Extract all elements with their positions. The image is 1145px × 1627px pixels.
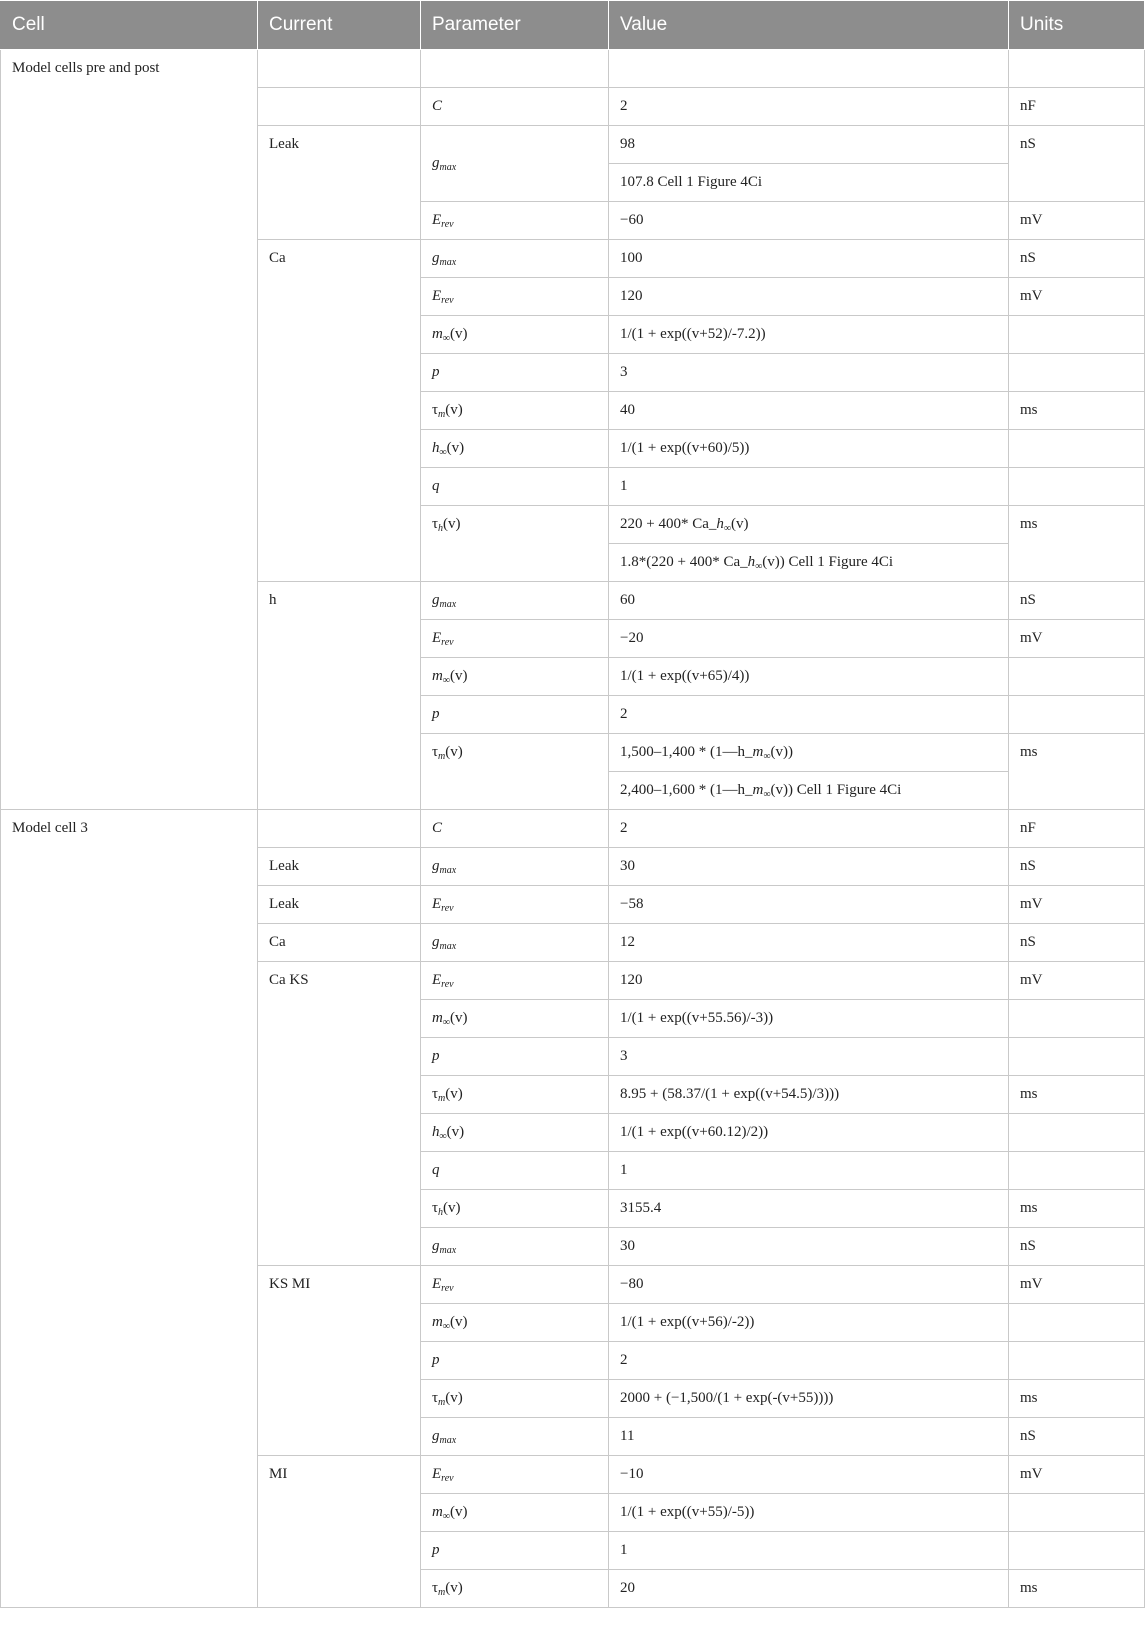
current-cell <box>258 810 421 848</box>
units-cell <box>1009 1114 1145 1152</box>
value-cell: 12 <box>609 924 1009 962</box>
current-ca: Ca <box>258 240 421 582</box>
value-cell: 3 <box>609 354 1009 392</box>
param-q: q <box>421 468 609 506</box>
units-cell <box>1009 316 1145 354</box>
value-cell: 3155.4 <box>609 1190 1009 1228</box>
current-cell <box>258 50 421 88</box>
param-p: p <box>421 1342 609 1380</box>
value-cell: −80 <box>609 1266 1009 1304</box>
value-cell: −58 <box>609 886 1009 924</box>
param-q: q <box>421 1152 609 1190</box>
table-row <box>1 50 1145 88</box>
value-cell: 30 <box>609 1228 1009 1266</box>
param-m-inf: $m_\infty(v)$ <box>421 316 609 354</box>
units-cell: nS <box>1009 1418 1145 1456</box>
value-cell: 1/(1 + exp((v+55)/-5)) <box>609 1494 1009 1532</box>
parameter-cell <box>421 50 609 88</box>
header-parameter: Parameter <box>421 1 609 50</box>
header-row <box>1 1 1145 50</box>
param-p: p <box>421 354 609 392</box>
units-cell: mV <box>1009 278 1145 316</box>
units-cell: ms <box>1009 1190 1145 1228</box>
value-cell: 1/(1 + exp((v+65)/4)) <box>609 658 1009 696</box>
value-cell: 11 <box>609 1418 1009 1456</box>
param-erev: $E_{rev}$ <box>421 278 609 316</box>
value-cell: 1/(1 + exp((v+52)/-7.2)) <box>609 316 1009 354</box>
units-cell: nS <box>1009 126 1145 202</box>
param-erev: $E_{rev}$ <box>421 620 609 658</box>
group-label-cell3: Model cell 3 <box>1 810 258 1608</box>
current-ca: Ca <box>258 924 421 962</box>
param-gmax: $g_{max}$ <box>421 582 609 620</box>
units-cell <box>1009 696 1145 734</box>
current-leak: Leak <box>258 126 421 240</box>
units-cell: mV <box>1009 620 1145 658</box>
param-erev: $E_{rev}$ <box>421 1456 609 1494</box>
units-cell: mV <box>1009 1456 1145 1494</box>
param-m-inf: $m_\infty(v)$ <box>421 1494 609 1532</box>
units-cell: nS <box>1009 582 1145 620</box>
value-cell: 220 + 400* $Ca\_h_\infty(v)$ <box>609 506 1009 544</box>
param-p: p <box>421 1038 609 1076</box>
param-tau-h: $\tau_h(v)$ <box>421 506 609 582</box>
units-cell: mV <box>1009 1266 1145 1304</box>
param-m-inf: $m_\infty(v)$ <box>421 1000 609 1038</box>
units-cell: mV <box>1009 962 1145 1000</box>
value-cell: $2,400-1,600 * (1—h\_m_\infty(v))$ Cell 1 Figure 4Ci <box>609 772 1009 810</box>
units-cell <box>1009 430 1145 468</box>
param-capacitance: C <box>421 810 609 848</box>
value-cell: 107.8 Cell 1 Figure 4Ci <box>609 164 1009 202</box>
value-cell: 1 <box>609 1152 1009 1190</box>
units-cell: ms <box>1009 1076 1145 1114</box>
value-cell: −20 <box>609 620 1009 658</box>
param-capacitance: C <box>421 88 609 126</box>
units-cell: nS <box>1009 848 1145 886</box>
current-ks-mi: KS MI <box>258 1266 421 1456</box>
units-cell: mV <box>1009 202 1145 240</box>
param-p: p <box>421 696 609 734</box>
value-cell: 60 <box>609 582 1009 620</box>
units-cell: nS <box>1009 1228 1145 1266</box>
header-units: Units <box>1009 1 1145 50</box>
param-gmax: $g_{max}$ <box>421 1418 609 1456</box>
value-cell: 1/(1 + exp((v+55.56)/-3)) <box>609 1000 1009 1038</box>
value-cell: 120 <box>609 962 1009 1000</box>
value-cell: 2 <box>609 696 1009 734</box>
param-tau-m: $\tau_m(v)$ <box>421 734 609 810</box>
value-cell: 1 <box>609 1532 1009 1570</box>
param-h-inf: $h_\infty(v)$ <box>421 1114 609 1152</box>
param-gmax: $g_{max}$ <box>421 924 609 962</box>
param-tau-h: $\tau_h(v)$ <box>421 1190 609 1228</box>
param-gmax: $g_{max}$ <box>421 1228 609 1266</box>
value-cell: −60 <box>609 202 1009 240</box>
param-gmax: $g_{max}$ <box>421 848 609 886</box>
units-cell: nF <box>1009 810 1145 848</box>
units-cell: nF <box>1009 88 1145 126</box>
param-h-inf: $h_\infty(v)$ <box>421 430 609 468</box>
current-mi: MI <box>258 1456 421 1608</box>
value-cell: 100 <box>609 240 1009 278</box>
value-cell: 98 <box>609 126 1009 164</box>
header-cell: Cell <box>1 1 258 50</box>
value-cell: 2 <box>609 1342 1009 1380</box>
units-cell <box>1009 1342 1145 1380</box>
units-cell: ms <box>1009 734 1145 810</box>
param-tau-m: $\tau_m(v)$ <box>421 1076 609 1114</box>
value-cell: 1 <box>609 468 1009 506</box>
units-cell <box>1009 658 1145 696</box>
units-cell: ms <box>1009 392 1145 430</box>
units-cell: ms <box>1009 1380 1145 1418</box>
units-cell <box>1009 1304 1145 1342</box>
value-cell: $1,500-1,400 * (1—h\_m_\infty(v))$ <box>609 734 1009 772</box>
param-tau-m: $\tau_m(v)$ <box>421 392 609 430</box>
value-cell: 2 <box>609 810 1009 848</box>
units-cell <box>1009 1152 1145 1190</box>
value-cell: 1/(1 + exp((v+60.12)/2)) <box>609 1114 1009 1152</box>
param-tau-m: $\tau_m(v)$ <box>421 1380 609 1418</box>
units-cell <box>1009 50 1145 88</box>
table-row <box>1 810 1145 848</box>
current-leak: Leak <box>258 848 421 886</box>
value-cell: 8.95 + (58.37/(1 + exp((v+54.5)/3))) <box>609 1076 1009 1114</box>
value-cell: 30 <box>609 848 1009 886</box>
param-erev: $E_{rev}$ <box>421 886 609 924</box>
current-ca-ks: Ca KS <box>258 962 421 1266</box>
value-cell: −10 <box>609 1456 1009 1494</box>
header-current: Current <box>258 1 421 50</box>
units-cell: nS <box>1009 240 1145 278</box>
param-m-inf: $m_\infty(v)$ <box>421 658 609 696</box>
value-cell: 20 <box>609 1570 1009 1608</box>
current-cell <box>258 88 421 126</box>
value-cell: 2000 + (−1,500/(1 + exp(-(v+55)))) <box>609 1380 1009 1418</box>
param-p: p <box>421 1532 609 1570</box>
units-cell <box>1009 1494 1145 1532</box>
value-cell: 1/(1 + exp((v+60)/5)) <box>609 430 1009 468</box>
value-cell: 1.8*(220 + 400* $Ca\_h_\infty(v)$) Cell 1 Figure 4Ci <box>609 544 1009 582</box>
units-cell <box>1009 1038 1145 1076</box>
param-gmax: $g_{max}$ <box>421 126 609 202</box>
units-cell <box>1009 1532 1145 1570</box>
units-cell: ms <box>1009 1570 1145 1608</box>
group-label-pre-post: Model cells pre and post <box>1 50 258 810</box>
param-erev: $E_{rev}$ <box>421 962 609 1000</box>
units-cell: mV <box>1009 886 1145 924</box>
param-erev: $E_{rev}$ <box>421 202 609 240</box>
current-leak: Leak <box>258 886 421 924</box>
value-cell <box>609 50 1009 88</box>
value-cell: 1/(1 + exp((v+56)/-2)) <box>609 1304 1009 1342</box>
header-value: Value <box>609 1 1009 50</box>
units-cell <box>1009 468 1145 506</box>
value-cell: 40 <box>609 392 1009 430</box>
value-cell: 2 <box>609 88 1009 126</box>
param-m-inf: $m_\infty(v)$ <box>421 1304 609 1342</box>
param-gmax: $g_{max}$ <box>421 240 609 278</box>
param-tau-m: $\tau_m(v)$ <box>421 1570 609 1608</box>
units-cell: nS <box>1009 924 1145 962</box>
param-erev: $E_{rev}$ <box>421 1266 609 1304</box>
units-cell <box>1009 354 1145 392</box>
current-h: h <box>258 582 421 810</box>
value-cell: 3 <box>609 1038 1009 1076</box>
value-cell: 120 <box>609 278 1009 316</box>
units-cell: ms <box>1009 506 1145 582</box>
units-cell <box>1009 1000 1145 1038</box>
